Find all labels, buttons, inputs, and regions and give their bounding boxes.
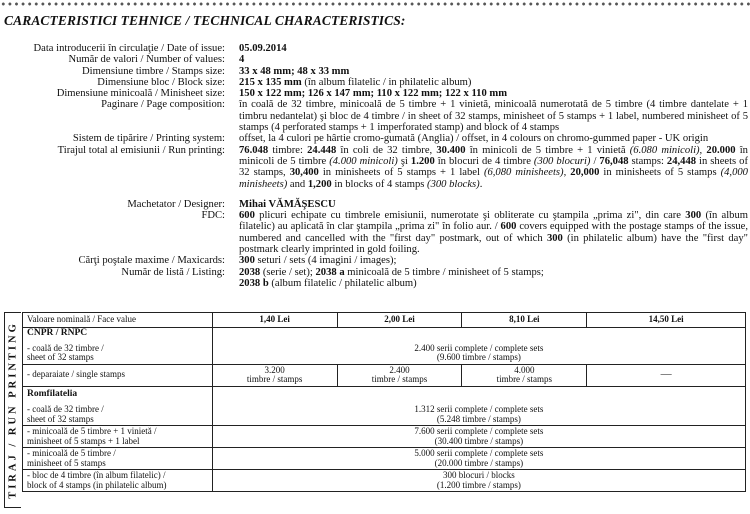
table-cell bbox=[212, 470, 745, 492]
row-label: sheet of 32 stamps bbox=[27, 413, 94, 424]
spec-num-values bbox=[4, 54, 748, 65]
table-row bbox=[23, 386, 746, 426]
rp-part: în blocuri de 4 timbre bbox=[434, 155, 534, 167]
spec-label: FDC: bbox=[201, 210, 225, 222]
run-printing-table bbox=[22, 312, 746, 492]
row-label-cell bbox=[23, 448, 213, 470]
spec-label: Paginare / Page composition: bbox=[101, 99, 225, 111]
fdc-part: (in philatelic album) have the "first day" postmark clearly imprinted in gold foiling. bbox=[239, 232, 748, 256]
spec-fdc bbox=[4, 210, 748, 255]
cell-unit: timbre / stamps bbox=[496, 374, 553, 384]
column-header: 8,10 Lei bbox=[462, 313, 587, 328]
cnpr-block bbox=[23, 328, 213, 365]
rp-part: şi bbox=[397, 155, 411, 167]
cell-unit: timbre / stamps bbox=[246, 374, 303, 384]
spec-maxicards bbox=[4, 255, 748, 266]
fdc-part: plicuri echipate cu timbrele emisiunii, numerotate şi obliterate cu ştampila „prima zi", din care bbox=[254, 210, 686, 222]
spec-value bbox=[225, 210, 748, 255]
spec-minisheet-size bbox=[4, 88, 748, 99]
cell-value: 3.200 bbox=[264, 364, 285, 375]
romfilatelia-block bbox=[23, 386, 213, 426]
spec-label: Tirajul total al emisiunii / Run printing: bbox=[57, 144, 225, 156]
cell-value: (30.400 timbre / stamps) bbox=[434, 435, 524, 446]
spec-value: 150 x 122 mm; 126 x 147 mm; 110 x 122 mm; 122 x 110 mm bbox=[239, 88, 508, 100]
rp-part: 1,200 bbox=[307, 178, 332, 190]
table-cell bbox=[212, 448, 745, 470]
max-part: 300 bbox=[239, 255, 255, 267]
spec-value: 05.09.2014 bbox=[239, 43, 287, 54]
page-title: CARACTERISTICI TEHNICE / TECHNICAL CHARACTERISTICS: bbox=[4, 13, 406, 28]
rp-part: / bbox=[590, 155, 597, 167]
row-label-cell bbox=[23, 426, 213, 448]
cell-value: 300 blocuri / blocks bbox=[443, 470, 515, 480]
spec-block-size bbox=[4, 77, 748, 88]
cell-value: (20.000 timbre / stamps) bbox=[434, 457, 524, 468]
spec-label: Data introducerii în circulaţie / Date of issue: bbox=[33, 43, 225, 54]
spec-label: Dimensiune bloc / Block size: bbox=[97, 76, 225, 88]
table-header-row bbox=[23, 313, 746, 328]
rp-part: 20,000 bbox=[570, 167, 600, 179]
spec-value: în coală de 32 timbre, minicoală de 5 timbre + 1 vinietă, minicoală numerotată de 5 timbre (4 timbre dantelate + 1 timbru nedantelat) şi bloc de 4 timbre / in sheet of 32 stamps, minisheet of 5 stamps + 1 label, numbered minisheet of 5 stamps (4 perforated stamps + 1 imperforated stamp) and block of 4 stamps bbox=[239, 99, 748, 134]
spec-issue-date bbox=[4, 43, 748, 54]
section-heading: CNPR / RNPC bbox=[27, 328, 88, 338]
spec-label: Număr de listă / Listing: bbox=[121, 266, 225, 278]
table-cell bbox=[462, 364, 587, 386]
row-label-cell bbox=[23, 470, 213, 492]
rp-part: (300 blocuri) bbox=[533, 155, 591, 167]
spec-run-printing bbox=[4, 145, 748, 190]
table-row bbox=[23, 470, 746, 492]
rp-part: 30.400 bbox=[436, 144, 466, 156]
spec-label: Dimensiune minicoală / Minisheet size: bbox=[56, 88, 225, 100]
rp-part: 24.448 bbox=[307, 144, 337, 156]
row-label: - minicoală de 5 timbre + 1 vinietă / bbox=[27, 426, 157, 436]
listing-part: minicoală de 5 timbre / minisheet of 5 stamps; bbox=[344, 266, 544, 278]
rp-part: in blocks of 4 stamps bbox=[331, 178, 428, 190]
specs-list bbox=[4, 43, 748, 289]
listing-part: (serie / set); bbox=[260, 266, 316, 278]
rp-part: . bbox=[479, 178, 483, 190]
cell-value: (5.248 timbre / stamps) bbox=[436, 413, 521, 424]
spec-label: Sistem de tipărire / Printing system: bbox=[72, 133, 225, 145]
empty-cell: — bbox=[587, 364, 746, 386]
rp-part: in minisheets of 5 stamps + 1 label bbox=[318, 167, 484, 179]
row-label: - bloc de 4 timbre (în album filatelic) / bbox=[27, 470, 166, 480]
rp-part: (6,080 minisheets), bbox=[483, 167, 567, 179]
section-heading: Romfilatelia bbox=[27, 388, 78, 399]
fdc-part: covers equipped with the postage stamps of the issue, numbered and cancelled with the "first day" postmark, out of which bbox=[239, 221, 749, 244]
rp-part: în coli de 32 timbre, bbox=[336, 144, 437, 156]
rp-part: (300 blocks) bbox=[427, 178, 480, 190]
table-cell bbox=[212, 426, 745, 448]
table-row bbox=[23, 328, 746, 365]
spec-value bbox=[225, 145, 748, 190]
spec-value: Mihai VĂMĂŞESCU bbox=[239, 198, 336, 210]
cell-value: 7.600 serii complete / complete sets bbox=[414, 426, 544, 436]
spec-label: Cărţi poştale maxime / Maxicards: bbox=[78, 255, 225, 267]
cell-value: 2.400 serii complete / complete sets bbox=[414, 342, 544, 353]
rp-part: stamps: bbox=[628, 155, 667, 167]
row-label: - coală de 32 timbre / bbox=[27, 342, 104, 353]
table-cell bbox=[212, 328, 745, 365]
dotted-border bbox=[0, 0, 750, 8]
rp-part: timbre: bbox=[268, 144, 308, 156]
rp-part: (4.000 minicoli) bbox=[329, 155, 398, 167]
table-row bbox=[23, 426, 746, 448]
row-label: block of 4 stamps (in philatelic album) bbox=[27, 479, 167, 490]
side-label-text: TIRAJ / RUN PRINTING bbox=[7, 321, 19, 499]
table-cell bbox=[212, 364, 337, 386]
rp-part: in sheets of 32 stamps, bbox=[239, 155, 748, 179]
spec-value bbox=[225, 267, 748, 290]
listing-part: 2038 b bbox=[239, 277, 269, 289]
spec-page-composition bbox=[4, 99, 748, 133]
rp-part: in minisheets of 5 stamps bbox=[599, 167, 721, 179]
spec-value: offset, la 4 culori pe hârtie cromo-gumată (Anglia) / offset, in 4 colours on chromo-gummed paper - UK origin bbox=[239, 133, 709, 145]
fdc-part: (în album filatelic) au aplicată în clar ştampila „prima zi" în folio aur. / bbox=[239, 210, 749, 233]
fdc-part: 300 bbox=[685, 210, 702, 222]
table-row bbox=[23, 448, 746, 470]
cell-value: 4.000 bbox=[514, 364, 535, 375]
spec-designer bbox=[4, 199, 748, 210]
spec-value-rest: (în album filatelic / in philatelic album) bbox=[301, 76, 472, 88]
row-label: sheet of 32 stamps bbox=[27, 352, 94, 362]
table-cell bbox=[212, 386, 745, 426]
face-value-label: Valoare nominală / Face value bbox=[23, 313, 213, 328]
spec-value: 33 x 48 mm; 48 x 33 mm bbox=[239, 65, 350, 77]
rp-part: (4,000 minisheets) bbox=[239, 167, 748, 190]
cell-value: 5.000 serii complete / complete sets bbox=[414, 448, 544, 458]
rp-part: 76.048 bbox=[239, 144, 269, 156]
table-cell bbox=[337, 364, 462, 386]
spec-label: Număr de valori / Number of values: bbox=[68, 54, 225, 66]
cell-value: 1.312 serii complete / complete sets bbox=[414, 404, 544, 414]
spec-value bbox=[225, 255, 748, 266]
rp-part: and bbox=[287, 178, 308, 190]
rp-part: în minicoli de 5 timbre + 1 vinietă bbox=[465, 144, 630, 156]
rp-part: 30,400 bbox=[289, 167, 319, 179]
rp-part: 1.200 bbox=[410, 155, 435, 167]
row-label: - coală de 32 timbre / bbox=[27, 404, 104, 414]
rp-part: (6.080 minicoli), bbox=[629, 144, 703, 156]
spec-stamp-size bbox=[4, 66, 748, 77]
rp-part: 24,448 bbox=[666, 155, 697, 167]
fdc-part: 300 bbox=[546, 232, 563, 244]
rp-part: în minicoli de 5 timbre bbox=[239, 144, 748, 167]
row-label: - deparaiate / single stamps bbox=[23, 364, 213, 386]
column-header: 2,00 Lei bbox=[337, 313, 462, 328]
spec-printing-system bbox=[4, 133, 748, 144]
table-row bbox=[23, 364, 746, 386]
spec-listing bbox=[4, 267, 748, 290]
spec-label: Dimensiune timbre / Stamps size: bbox=[82, 65, 225, 77]
fdc-part: 600 bbox=[239, 210, 255, 222]
spec-value: 4 bbox=[239, 54, 245, 66]
row-label: - minicoală de 5 timbre / bbox=[27, 448, 116, 458]
listing-part: 2038 a bbox=[315, 266, 345, 278]
column-header: 14,50 Lei bbox=[587, 313, 746, 328]
rp-part: 20.000 bbox=[706, 144, 736, 156]
cell-value: (9.600 timbre / stamps) bbox=[436, 352, 521, 362]
spec-value bbox=[225, 77, 748, 88]
run-printing-side-label bbox=[4, 312, 21, 508]
row-label: minisheet of 5 stamps + 1 label bbox=[27, 435, 140, 446]
cell-value: (1.200 timbre / stamps) bbox=[436, 479, 521, 490]
spec-label: Machetator / Designer: bbox=[127, 198, 225, 210]
listing-part: 2038 bbox=[239, 266, 261, 278]
fdc-part: 600 bbox=[500, 221, 517, 233]
spec-value-bold: 215 x 135 mm bbox=[239, 76, 302, 88]
column-header: 1,40 Lei bbox=[212, 313, 337, 328]
max-part: seturi / sets (4 imagini / images); bbox=[254, 255, 397, 267]
cell-value: 2.400 bbox=[389, 364, 410, 375]
listing-part: (album filatelic / philatelic album) bbox=[268, 277, 417, 289]
cell-unit: timbre / stamps bbox=[371, 374, 428, 384]
rp-part: 76,048 bbox=[599, 155, 629, 167]
row-label: minisheet of 5 stamps bbox=[27, 457, 106, 468]
